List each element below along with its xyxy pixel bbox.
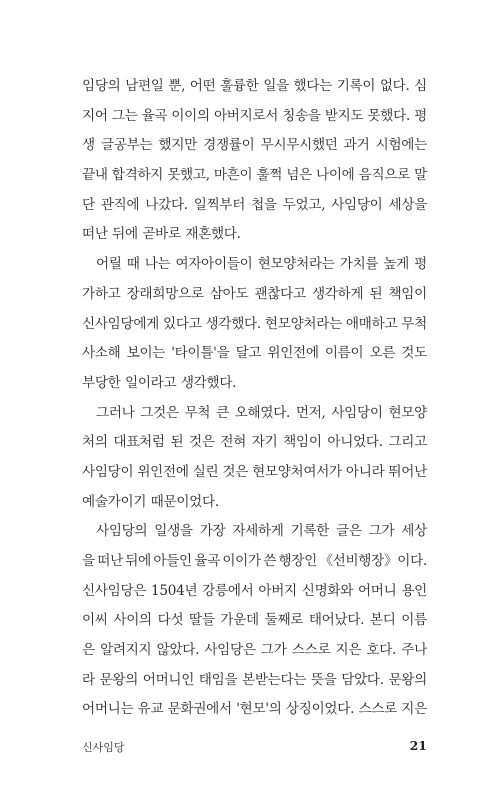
paragraph [82,72,427,250]
text-line: 이씨 사이의 다섯 딸들 가운데 둘째로 태어났다. 본디 이름 [82,612,427,629]
text-line: 라 문왕의 어머니인 태임을 본받는다는 뜻을 담았다. 문왕의 [82,671,427,688]
running-head: 신사임당 [82,741,125,754]
text-line: 예술가이기 때문이었다. [82,493,219,510]
text-line: 어릴 때 나는 여자아이들이 현모양처라는 가치를 높게 평 [96,256,427,273]
text-line: 부당한 일이라고 생각했다. [82,374,237,391]
text-line: 신사임당은 1504년 강릉에서 아버지 신명화와 어머니 용인 [82,582,427,599]
text-line: 떠난 뒤에 곧바로 재혼했다. [82,226,241,243]
text-line: 생 글공부는 했지만 경쟁률이 무시무시했던 과거 시험에는 [82,137,427,154]
page-footer [82,739,427,759]
text-line: 단 관직에 나갔다. 일찍부터 첩을 두었고, 사임당이 세상을 [82,196,427,213]
text-line: 처의 대표처럼 된 것은 전혀 자기 책임이 아니었다. 그리고 [82,434,427,451]
text-line: 신사임당에게 있다고 생각했다. 현모양처라는 애매하고 무척 [82,315,427,332]
paragraph [82,517,427,725]
text-line: 끝내 합격하지 못했고, 마흔이 훌쩍 넘은 나이에 음직으로 말 [82,167,427,184]
text-line: 가하고 장래희망으로 삼아도 괜찮다고 생각하게 된 책임이 [82,285,427,302]
paragraph [82,250,427,398]
text-line: 은 알려지지 않았다. 사임당은 그가 스스로 지은 호다. 주나 [82,642,427,659]
text-line: 지어 그는 율곡 이이의 아버지로서 칭송을 받지도 못했다. 평 [82,107,427,124]
text-line: 그러나 그것은 무척 큰 오해였다. 먼저, 사임당이 현모양 [96,404,427,421]
page-number: 21 [409,738,427,753]
body-text [82,72,427,725]
paragraph [82,399,427,518]
text-line: 사임당이 위인전에 실린 것은 현모양처여서가 아니라 뛰어난 [82,463,427,480]
text-line: 을 떠난 뒤에 아들인 율곡 이이가 쓴 행장인 《선비행장》이다. [82,553,427,569]
text-line: 사임당의 일생을 가장 자세하게 기록한 글은 그가 세상 [96,523,427,540]
text-line: 임당의 남편일 뿐, 어떤 훌륭한 일을 했다는 기록이 없다. 심 [82,78,427,94]
text-line: 사소해 보이는 '타이틀'을 달고 위인전에 이름이 오른 것도 [82,345,427,362]
text-line: 어머니는 유교 문화권에서 '현모'의 상징이었다. 스스로 지은 [82,701,427,718]
